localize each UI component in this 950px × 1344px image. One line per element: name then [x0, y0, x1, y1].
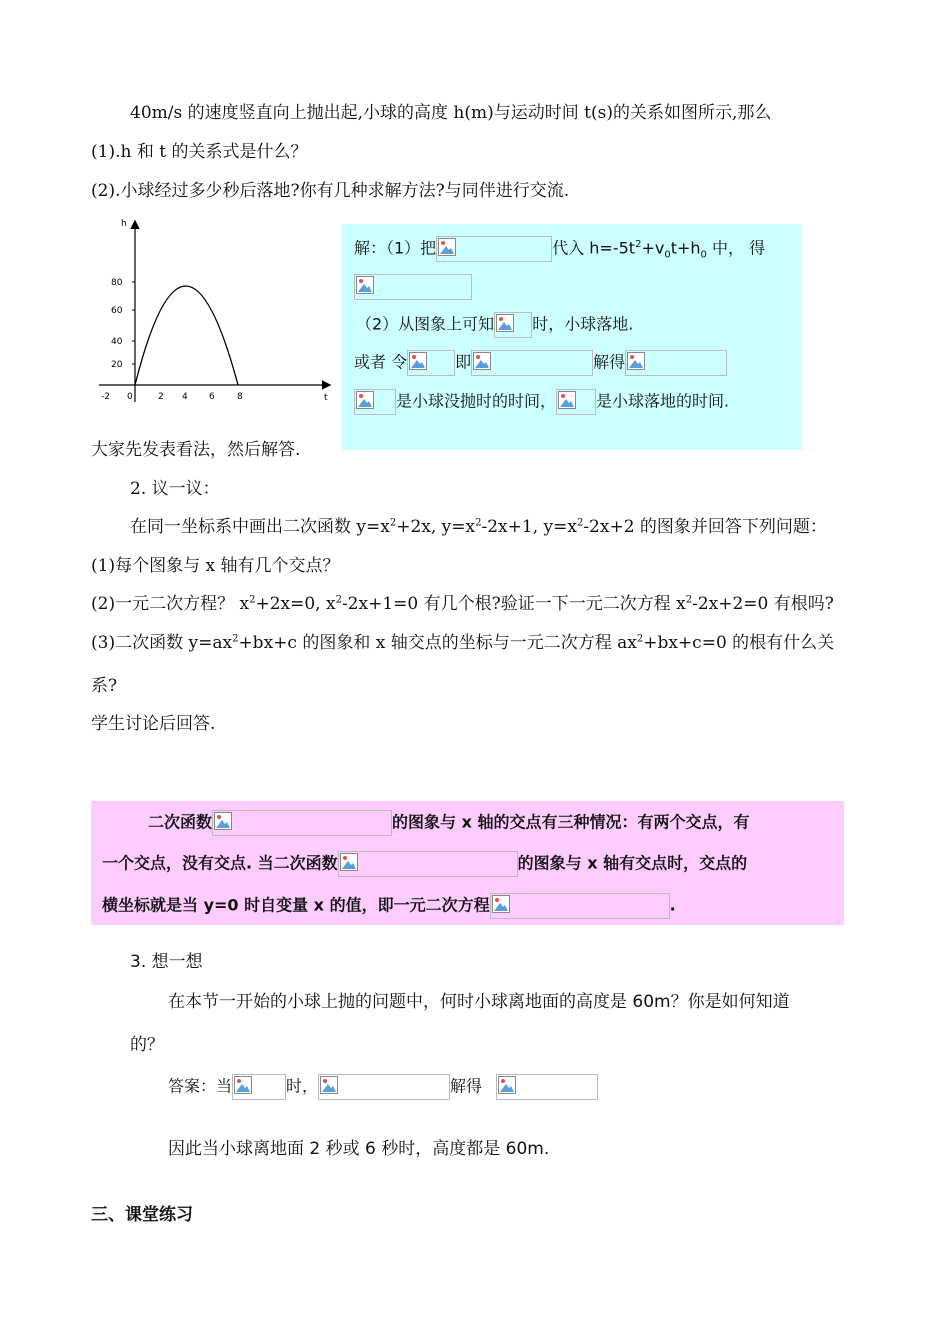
- solution-line-1: 解：（1）把 代入 $h=-5t^2+v_0t+h_0$ 中， 得: [354, 236, 765, 262]
- after-box-text: 大家先发表看法，然后解答.: [91, 440, 301, 460]
- parabola-curve: [135, 286, 238, 385]
- y-tick-label: 20: [111, 360, 123, 370]
- summary-line-2: 一个交点，没有交点. 当二次函数 的图象与 x 轴有交点时，交点的: [102, 851, 747, 877]
- formula-image: [212, 810, 392, 836]
- intro-line: 40m/s 的速度竖直向上抛出起,小球的高度 h(m)与运动时间 t(s)的关系如图所示,那么: [130, 103, 772, 123]
- x-axis-label: t: [324, 393, 328, 403]
- y-axis-label: h: [121, 219, 127, 229]
- y-tick-label: 80: [111, 278, 123, 288]
- formula-image: [232, 1074, 286, 1100]
- formula-image: [490, 893, 670, 919]
- section-3-question: 在本节一开始的小球上抛的问题中，何时小球离地面的高度是 60m？你是如何知道: [168, 992, 790, 1012]
- y-tick-label: 40: [111, 337, 123, 347]
- parabola-graph: [95, 212, 340, 407]
- x-tick-label: 4: [182, 392, 188, 402]
- formula-image: [471, 350, 593, 376]
- section-2-answer: 学生讨论后回答.: [91, 714, 216, 734]
- solution-line-4: 是小球没抛时的时间， 是小球落地的时间.: [354, 389, 729, 415]
- section-3-question-wrap: 的？: [130, 1035, 164, 1055]
- x-tick-label: 6: [209, 392, 215, 402]
- question-1: (1).h 和 t 的关系式是什么？: [91, 142, 308, 162]
- summary-line-3: 横坐标就是当 y=0 时自变量 x 的值，即一元二次方程 .: [102, 893, 676, 919]
- x-tick-label: 0: [127, 392, 133, 402]
- formula-image: [354, 389, 396, 415]
- section-3-conclusion: 因此当小球离地面 2 秒或 6 秒时，高度都是 60m.: [168, 1139, 550, 1159]
- question-2: (2).小球经过多少秒后落地?你有几种求解方法?与同伴进行交流.: [91, 181, 570, 201]
- formula-image: [625, 350, 727, 376]
- section-2-q2: (2)一元二次方程？ $x^2+2x=0$, $x^2-2x+1=0$ 有几个根?验证一下一元二次方程 $x^2-2x+2=0$ 有根吗?: [91, 594, 834, 614]
- solution-line-2: （2）从图象上可知 时，小球落地.: [356, 312, 633, 338]
- formula-image: [496, 1074, 598, 1100]
- formula-image: [354, 274, 472, 300]
- y-tick-label: 60: [111, 306, 123, 316]
- section-2-text: 在同一坐标系中画出二次函数 $y=x^2+2x$, $y=x^2-2x+1$, $y=x^2-2x+2$ 的图象并回答下列问题：: [130, 517, 827, 537]
- solution-line-1b: [354, 274, 472, 300]
- formula-image: [338, 851, 518, 877]
- section-2-q3-wrap: 系?: [91, 676, 118, 696]
- solution-line-3: 或者 令 即 解得: [354, 350, 727, 376]
- x-tick-label: 8: [237, 392, 243, 402]
- formula-image: [556, 389, 596, 415]
- formula-image: [494, 312, 532, 338]
- formula-image: [407, 350, 455, 376]
- section-3-title: 3. 想一想: [130, 952, 203, 972]
- formula-image: [318, 1074, 450, 1100]
- heading-3: 三、课堂练习: [91, 1205, 193, 1225]
- summary-line-1: 二次函数 的图象与 x 轴的交点有三种情况：有两个交点，有: [148, 810, 749, 836]
- section-2-q1: (1)每个图象与 x 轴有几个交点？: [91, 556, 340, 576]
- x-tick-label: -2: [101, 392, 110, 402]
- section-2-title: 2. 议一议：: [130, 479, 220, 499]
- section-3-answer: 答案：当 时， 解得: [168, 1074, 598, 1100]
- section-2-q3: (3)二次函数 $y=ax^2+bx+c$ 的图象和 x 轴交点的坐标与一元二次方程 $ax^2+bx+c=0$ 的根有什么关: [91, 633, 835, 653]
- formula-image: [436, 236, 552, 262]
- x-tick-label: 2: [158, 392, 164, 402]
